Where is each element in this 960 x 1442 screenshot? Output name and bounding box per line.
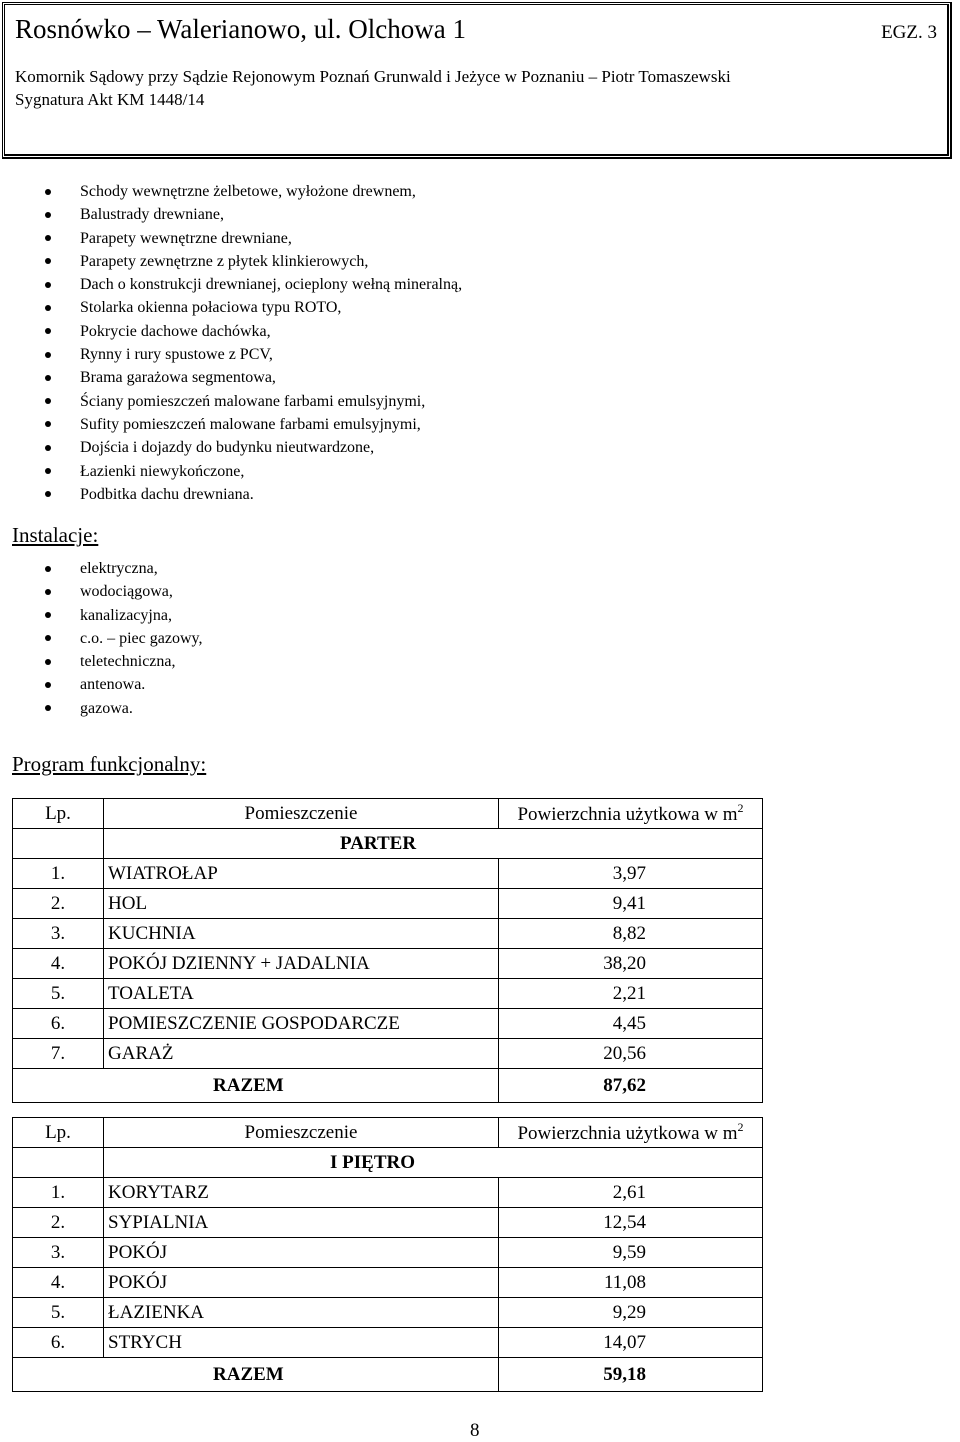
features-list: [0, 180, 462, 506]
row-lp: 5.: [13, 979, 104, 1009]
row-area: 20,56: [499, 1039, 763, 1069]
row-area: 4,45: [499, 1009, 763, 1039]
row-area: 11,08: [499, 1268, 763, 1298]
total-row: [13, 1069, 763, 1103]
list-item: Dach o konstrukcji drewnianej, ocieplony wełną mineralną,: [0, 273, 462, 296]
table-row: [13, 1039, 763, 1069]
copy-number: EGZ. 3: [881, 22, 937, 43]
page-number: 8: [470, 1420, 480, 1441]
row-lp: 4.: [13, 949, 104, 979]
list-item: Balustrady drewniane,: [0, 203, 462, 226]
list-item: elektryczna,: [0, 557, 202, 580]
total-label: RAZEM: [13, 1358, 499, 1392]
row-room-name: POKÓJ: [104, 1268, 499, 1298]
row-lp: 2.: [13, 889, 104, 919]
total-row: [13, 1358, 763, 1392]
bailiff-line: Komornik Sądowy przy Sądzie Rejonowym Poznań Grunwald i Jeżyce w Poznaniu – Piotr Tomaszewski: [15, 67, 731, 86]
total-label: RAZEM: [13, 1069, 499, 1103]
list-item: Schody wewnętrzne żelbetowe, wyłożone drewnem,: [0, 180, 462, 203]
table-row: [13, 919, 763, 949]
row-lp: 7.: [13, 1039, 104, 1069]
row-area: 3,97: [499, 859, 763, 889]
table-row: [13, 1238, 763, 1268]
table-row: [13, 1009, 763, 1039]
row-room-name: TOALETA: [104, 979, 499, 1009]
installations-heading: Instalacje:: [12, 523, 99, 547]
row-area: 9,59: [499, 1238, 763, 1268]
row-area: 8,82: [499, 919, 763, 949]
table-row: [13, 1298, 763, 1328]
row-room-name: POKÓJ DZIENNY + JADALNIA: [104, 949, 499, 979]
table-row: [13, 979, 763, 1009]
row-area: 12,54: [499, 1208, 763, 1238]
list-item: Parapety wewnętrzne drewniane,: [0, 227, 462, 250]
row-lp: 3.: [13, 1238, 104, 1268]
row-room-name: KUCHNIA: [104, 919, 499, 949]
table-header-row: [13, 799, 763, 829]
table-row: [13, 859, 763, 889]
list-item: teletechniczna,: [0, 650, 202, 673]
pietro-table: [12, 1117, 763, 1392]
table-row: [13, 1268, 763, 1298]
header-lp: Lp.: [13, 1118, 104, 1148]
list-item: Stolarka okienna połaciowa typu ROTO,: [0, 296, 462, 319]
table-header-row: [13, 1118, 763, 1148]
header-room: Pomieszczenie: [104, 1118, 499, 1148]
row-lp: 3.: [13, 919, 104, 949]
list-item: Dojścia i dojazdy do budynku nieutwardzone,: [0, 436, 462, 459]
row-area: 38,20: [499, 949, 763, 979]
row-area: 9,41: [499, 889, 763, 919]
list-item: Pokrycie dachowe dachówka,: [0, 320, 462, 343]
installations-list: [0, 557, 202, 720]
list-item: kanalizacyjna,: [0, 604, 202, 627]
table-row: [13, 1328, 763, 1358]
list-item: Parapety zewnętrzne z płytek klinkierowych,: [0, 250, 462, 273]
table-row: [13, 1208, 763, 1238]
list-item: antenowa.: [0, 673, 202, 696]
case-signature: Sygnatura Akt KM 1448/14: [15, 90, 205, 109]
row-room-name: POMIESZCZENIE GOSPODARCZE: [104, 1009, 499, 1039]
document-title: Rosnówko – Walerianowo, ul. Olchowa 1: [15, 14, 467, 44]
header-lp: Lp.: [13, 799, 104, 829]
row-area: 9,29: [499, 1298, 763, 1328]
table-row: [13, 889, 763, 919]
parter-table: [12, 798, 763, 1103]
total-value: 87,62: [499, 1069, 763, 1103]
row-lp: 5.: [13, 1298, 104, 1328]
row-area: 2,61: [499, 1178, 763, 1208]
row-area: 14,07: [499, 1328, 763, 1358]
list-item: Ściany pomieszczeń malowane farbami emulsyjnymi,: [0, 390, 462, 413]
row-room-name: POKÓJ: [104, 1238, 499, 1268]
section-title: PARTER: [104, 829, 763, 859]
table-row: [13, 949, 763, 979]
row-room-name: KORYTARZ: [104, 1178, 499, 1208]
list-item: c.o. – piec gazowy,: [0, 627, 202, 650]
header-area: Powierzchnia użytkowa w $m^2$: [499, 1118, 763, 1148]
row-room-name: STRYCH: [104, 1328, 499, 1358]
list-item: gazowa.: [0, 697, 202, 720]
row-lp: 6.: [13, 1009, 104, 1039]
row-lp: 2.: [13, 1208, 104, 1238]
list-item: Łazienki niewykończone,: [0, 460, 462, 483]
header-room: Pomieszczenie: [104, 799, 499, 829]
total-value: 59,18: [499, 1358, 763, 1392]
document-header: [2, 2, 952, 159]
row-room-name: WIATROŁAP: [104, 859, 499, 889]
row-room-name: HOL: [104, 889, 499, 919]
list-item: Sufity pomieszczeń malowane farbami emulsyjnymi,: [0, 413, 462, 436]
row-room-name: SYPIALNIA: [104, 1208, 499, 1238]
row-room-name: ŁAZIENKA: [104, 1298, 499, 1328]
list-item: Podbitka dachu drewniana.: [0, 483, 462, 506]
row-lp: 6.: [13, 1328, 104, 1358]
row-lp: 1.: [13, 859, 104, 889]
row-lp: 1.: [13, 1178, 104, 1208]
row-room-name: GARAŻ: [104, 1039, 499, 1069]
header-area: Powierzchnia użytkowa w $m^2$: [499, 799, 763, 829]
list-item: Rynny i rury spustowe z PCV,: [0, 343, 462, 366]
section-title: I PIĘTRO: [104, 1148, 763, 1178]
section-row: [13, 1148, 763, 1178]
row-lp: 4.: [13, 1268, 104, 1298]
list-item: wodociągowa,: [0, 580, 202, 603]
section-row: [13, 829, 763, 859]
row-area: 2,21: [499, 979, 763, 1009]
list-item: Brama garażowa segmentowa,: [0, 366, 462, 389]
table-row: [13, 1178, 763, 1208]
program-heading: Program funkcjonalny:: [12, 752, 207, 776]
